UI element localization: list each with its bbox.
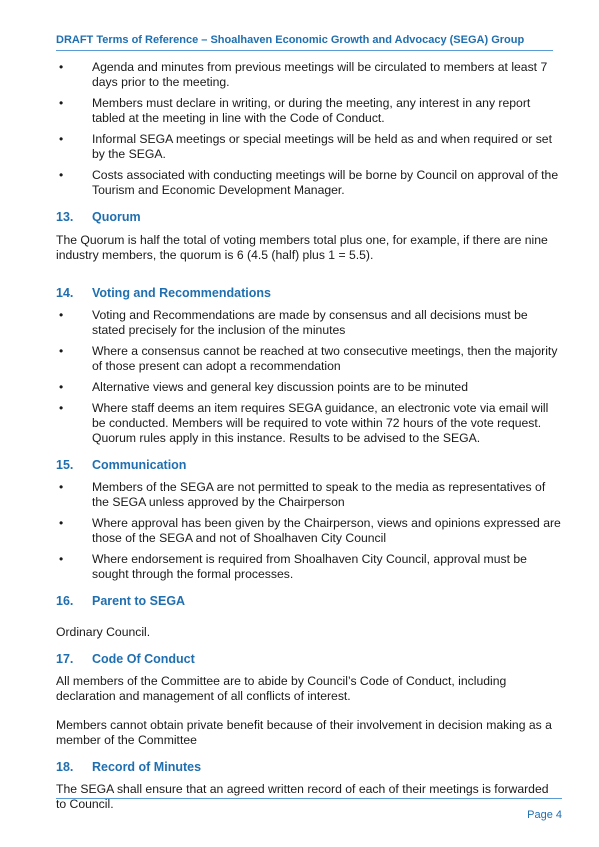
list-item-text: Members of the SEGA are not permitted to speak to the media as representatives of the SEGA unless approved by the Chairperson — [92, 480, 546, 509]
page-number: Page 4 — [527, 809, 562, 821]
bullet-icon: • — [59, 308, 64, 322]
bullet-icon: • — [59, 552, 64, 566]
parent-paragraph: Ordinary Council. — [56, 625, 151, 639]
section-number: 18. — [56, 760, 74, 774]
minutes-paragraph: The SEGA shall ensure that an agreed written record of each of their meetings is forwarded to Council. — [56, 782, 549, 811]
bullet-icon: • — [59, 401, 64, 415]
bullet-icon: • — [59, 96, 64, 110]
section-heading-communication — [56, 458, 562, 473]
section-title: Record of Minutes — [92, 760, 202, 774]
bullet-icon: • — [59, 480, 64, 494]
section-number: 15. — [56, 458, 74, 472]
list-item — [56, 60, 562, 90]
list-item — [56, 401, 562, 446]
list-item — [56, 168, 562, 198]
section-title: Communication — [92, 458, 187, 472]
conduct-paragraph-2: Members cannot obtain private benefit because of their involvement in decision making as a member of the Committee — [56, 718, 552, 747]
section-number: 16. — [56, 594, 74, 608]
list-item — [56, 344, 562, 374]
list-item — [56, 96, 562, 126]
intro-bullet-list — [56, 60, 562, 198]
section-heading-code-of-conduct — [56, 652, 562, 667]
bullet-icon: • — [59, 380, 64, 394]
list-item-text: Members must declare in writing, or during the meeting, any interest in any report tabled at the meeting in line with the Code of Conduct. — [92, 96, 531, 125]
section-title: Quorum — [92, 210, 141, 224]
list-item-text: Informal SEGA meetings or special meetings will be held as and when required or set by the SEGA. — [92, 132, 552, 161]
section-title: Code Of Conduct — [92, 652, 195, 666]
conduct-paragraph-1: All members of the Committee are to abide by Council’s Code of Conduct, including declaration and management of all conflicts of interest. — [56, 674, 507, 703]
list-item — [56, 480, 562, 510]
bullet-icon: • — [59, 60, 64, 74]
list-item — [56, 516, 562, 546]
section-number: 13. — [56, 210, 74, 224]
list-item-text: Where endorsement is required from Shoalhaven City Council, approval must be sought through the formal processes. — [92, 552, 527, 581]
communication-bullet-list — [56, 480, 562, 582]
list-item — [56, 552, 562, 582]
list-item-text: Where a consensus cannot be reached at two consecutive meetings, then the majority of those present can adopt a recommendation — [92, 344, 558, 373]
list-item-text: Agenda and minutes from previous meetings will be circulated to members at least 7 days prior to the meeting. — [92, 60, 548, 89]
bullet-icon: • — [59, 132, 64, 146]
document-body — [56, 60, 562, 812]
section-heading-parent — [56, 594, 562, 609]
footer-divider — [56, 798, 562, 799]
list-item-text: Costs associated with conducting meetings will be borne by Council on approval of the Tourism and Economic Development Manager. — [92, 168, 559, 197]
bullet-icon: • — [59, 516, 64, 530]
list-item-text: Where approval has been given by the Chairperson, views and opinions expressed are those of the SEGA and not of Shoalhaven City Council — [92, 516, 561, 545]
section-heading-voting — [56, 286, 562, 301]
quorum-paragraph: The Quorum is half the total of voting members total plus one, for example, if there are nine industry members, the quorum is 6 (4.5 (half) plus 1 = 5.5). — [56, 233, 548, 262]
list-item — [56, 132, 562, 162]
section-number: 14. — [56, 286, 74, 300]
section-heading-quorum — [56, 210, 562, 225]
document-header: DRAFT Terms of Reference – Shoalhaven Economic Growth and Advocacy (SEGA) Group — [56, 34, 553, 51]
voting-bullet-list — [56, 308, 562, 446]
list-item — [56, 380, 562, 395]
section-heading-record-of-minutes — [56, 760, 562, 775]
list-item-text: Voting and Recommendations are made by consensus and all decisions must be stated precisely for the inclusion of the minutes — [92, 308, 528, 337]
list-item-text: Where staff deems an item requires SEGA guidance, an electronic vote via email will be conducted. Members will be required to vote within 72 hours of the vote request. Quorum rules apply in this instance. Results to be advised to the SEGA. — [92, 401, 549, 445]
section-title: Voting and Recommendations — [92, 286, 271, 300]
bullet-icon: • — [59, 168, 64, 182]
bullet-icon: • — [59, 344, 64, 358]
list-item — [56, 308, 562, 338]
section-title: Parent to SEGA — [92, 594, 186, 608]
section-number: 17. — [56, 652, 74, 666]
list-item-text: Alternative views and general key discussion points are to be minuted — [92, 380, 468, 394]
